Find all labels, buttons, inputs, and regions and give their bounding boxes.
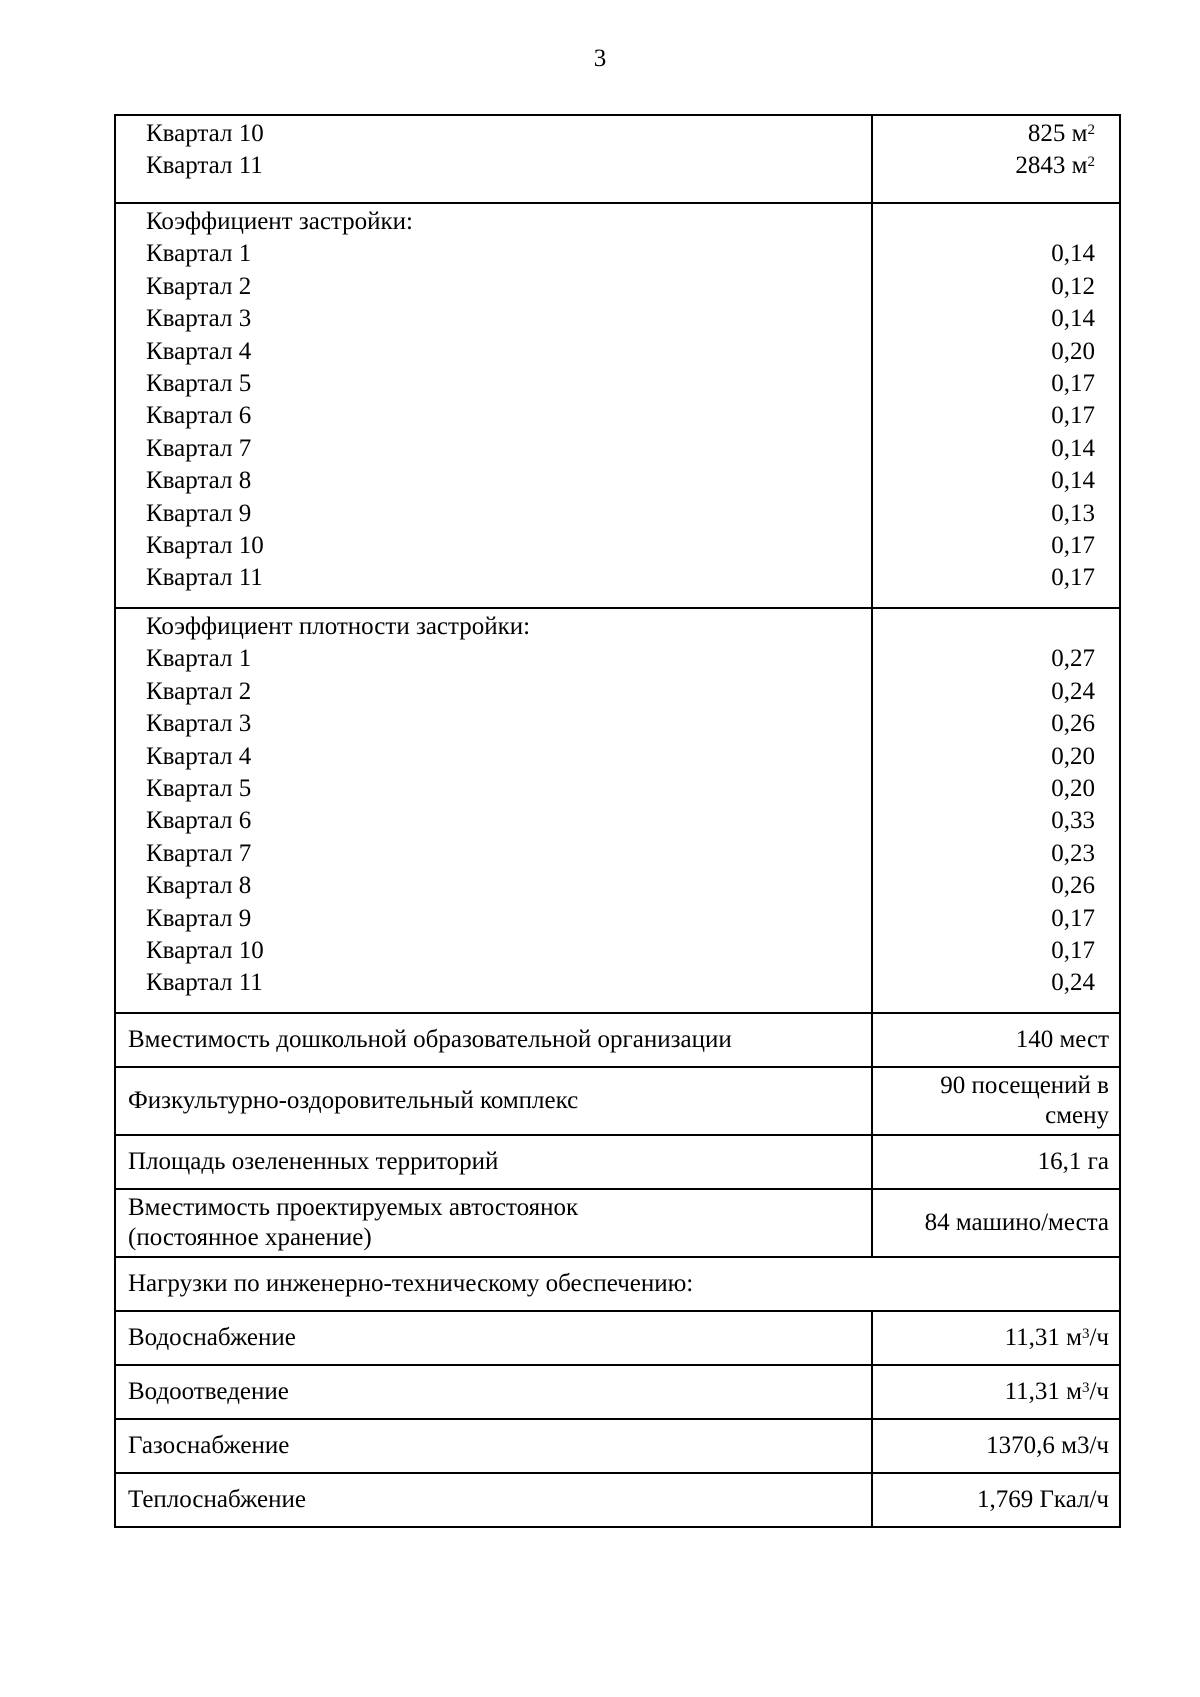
water-disposal-row <box>115 1365 1120 1419</box>
building-coefficient-row <box>115 203 1120 608</box>
block-value: 0,17 <box>1051 370 1095 398</box>
block-value: 0,14 <box>1051 467 1095 495</box>
block-value: 0,26 <box>1051 710 1095 738</box>
gas-supply-value: 1370,6 м3/ч <box>872 1419 1120 1473</box>
block-value: 0,23 <box>1051 839 1095 867</box>
parking-label: Вместимость проектируемых автостоянок (постоянное хранение) <box>115 1189 872 1257</box>
block-label: Квартал 11 <box>146 969 263 997</box>
engineering-header-row <box>115 1257 1120 1311</box>
block-label: Квартал 9 <box>146 499 252 527</box>
block-value: 0,20 <box>1051 774 1095 802</box>
green-area-row <box>115 1135 1120 1189</box>
engineering-header: Нагрузки по инженерно-техническому обеспечению: <box>115 1257 1120 1311</box>
block-label: Квартал 8 <box>146 872 252 900</box>
green-area-value: 16,1 га <box>872 1135 1120 1189</box>
sports-complex-value: 90 посещений в смену <box>872 1067 1120 1135</box>
parameters-table <box>114 114 1121 1528</box>
building-coefficient-labels <box>115 203 872 608</box>
density-coefficient-values <box>872 608 1120 1013</box>
block-value: 0,14 <box>1051 305 1095 333</box>
block-value: 0,27 <box>1051 645 1095 673</box>
section-title: Коэффициент плотности застройки: <box>146 612 531 640</box>
block-value: 0,26 <box>1051 872 1095 900</box>
block-value: 0,14 <box>1051 240 1095 268</box>
page-number: 3 <box>593 45 607 72</box>
water-disposal-value: 11,31 $м^3/ч$ <box>872 1365 1120 1419</box>
area-values <box>872 115 1120 203</box>
block-label: Квартал 4 <box>146 337 252 365</box>
block-label: Квартал 3 <box>146 710 252 738</box>
heat-supply-label: Теплоснабжение <box>115 1473 872 1527</box>
density-coefficient-labels <box>115 608 872 1013</box>
block-label: Квартал 5 <box>146 370 252 398</box>
block-label: Квартал 9 <box>146 904 252 932</box>
building-coefficient-values <box>872 203 1120 608</box>
heat-supply-row <box>115 1473 1120 1527</box>
block-label: Квартал 6 <box>146 807 252 835</box>
parking-row <box>115 1189 1120 1257</box>
sports-complex-row <box>115 1067 1120 1135</box>
block-label: Квартал 4 <box>146 742 252 770</box>
water-supply-row <box>115 1311 1120 1365</box>
block-label: Квартал 10 <box>146 532 264 560</box>
block-value: 0,33 <box>1051 807 1095 835</box>
block-label: Квартал 2 <box>146 272 252 300</box>
section-title: Коэффициент застройки: <box>146 208 414 235</box>
area-row <box>115 115 1120 203</box>
block-value: 0,20 <box>1051 337 1095 365</box>
block-value: 0,17 <box>1051 936 1095 964</box>
block-label: Квартал 7 <box>146 434 252 462</box>
block-value: 0,13 <box>1051 499 1095 527</box>
block-label: Квартал 5 <box>146 774 252 802</box>
block-value: 0,20 <box>1051 742 1095 770</box>
block-label: Квартал 7 <box>146 839 252 867</box>
block-value: 0,17 <box>1051 564 1095 592</box>
block-label: Квартал 2 <box>146 677 252 705</box>
density-coefficient-row <box>115 608 1120 1013</box>
block-label: Квартал 1 <box>146 240 252 268</box>
heat-supply-value: 1,769 Гкал/ч <box>872 1473 1120 1527</box>
block-label: Квартал 8 <box>146 467 252 495</box>
area-value: 825 $м^2$ <box>1027 119 1095 147</box>
gas-supply-row <box>115 1419 1120 1473</box>
area-labels <box>115 115 872 203</box>
preschool-label: Вместимость дошкольной образовательной организации <box>115 1013 872 1067</box>
area-label: Квартал 10 <box>146 119 264 147</box>
block-label: Квартал 3 <box>146 305 252 333</box>
parking-value: 84 машино/места <box>872 1189 1120 1257</box>
block-value: 0,14 <box>1051 434 1095 462</box>
block-value: 0,17 <box>1051 532 1095 560</box>
sports-complex-label: Физкультурно-оздоровительный комплекс <box>115 1067 872 1135</box>
area-label: Квартал 11 <box>146 152 263 179</box>
water-supply-label: Водоснабжение <box>115 1311 872 1365</box>
gas-supply-label: Газоснабжение <box>115 1419 872 1473</box>
block-label: Квартал 11 <box>146 564 263 592</box>
block-label: Квартал 10 <box>146 936 264 964</box>
block-value: 0,17 <box>1051 402 1095 430</box>
block-label: Квартал 6 <box>146 402 252 430</box>
block-value: 0,24 <box>1051 969 1095 997</box>
green-area-label: Площадь озелененных территорий <box>115 1135 872 1189</box>
block-value: 0,17 <box>1051 904 1095 932</box>
block-value: 0,24 <box>1051 677 1095 705</box>
preschool-row <box>115 1013 1120 1067</box>
water-disposal-label: Водоотведение <box>115 1365 872 1419</box>
block-value: 0,12 <box>1051 272 1095 300</box>
water-supply-value: 11,31 $м^3/ч$ <box>872 1311 1120 1365</box>
area-value: 2843 $м^2$ <box>1015 152 1095 179</box>
block-label: Квартал 1 <box>146 645 252 673</box>
preschool-value: 140 мест <box>872 1013 1120 1067</box>
